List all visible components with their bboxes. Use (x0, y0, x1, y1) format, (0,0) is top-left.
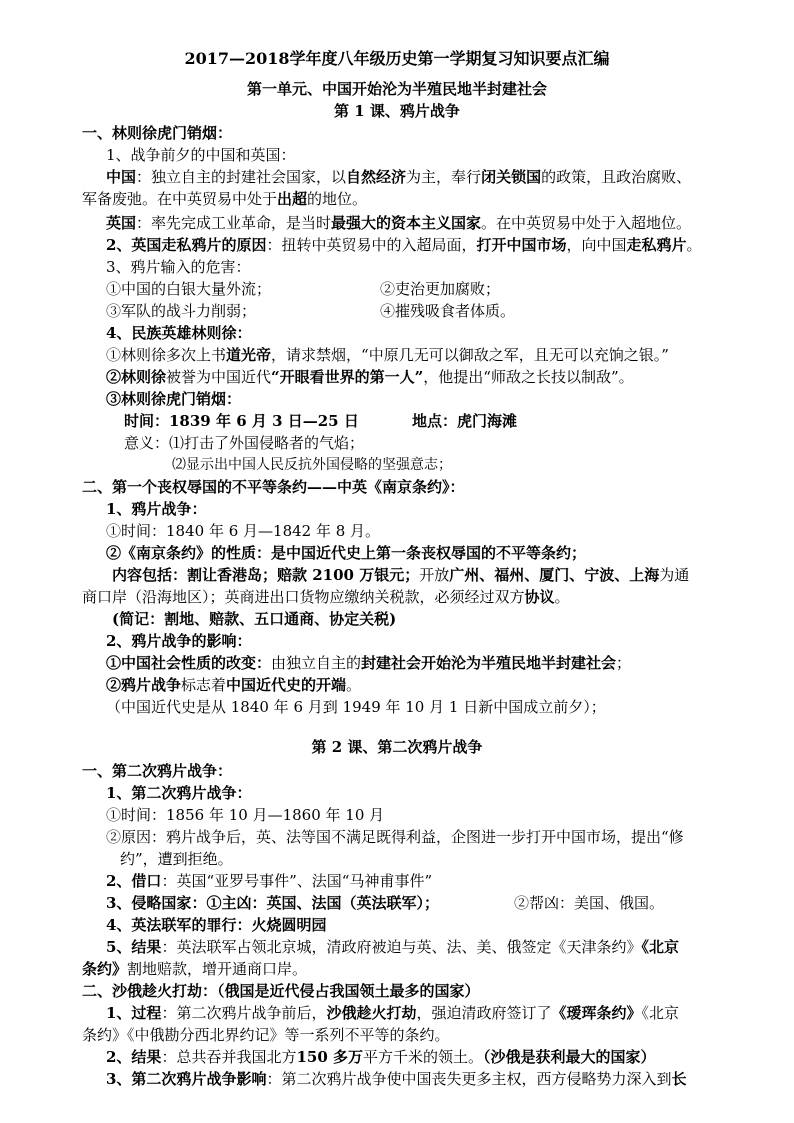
second-war-result-2 (0, 958, 794, 980)
unit-title: 第一单元、中国开始沦为半殖民地半封建社会 (246, 80, 547, 98)
keyword: 2、借口 (106, 872, 162, 890)
keyword: 条约》 (82, 960, 128, 978)
lesson1-heading-2: 二、第一个丧权辱国的不平等条约——中英《南京条约》： (82, 478, 465, 496)
text: ：独立自主的封建社会国家，以 (136, 168, 347, 186)
text: ②帮凶 (514, 894, 560, 912)
second-war-impact (0, 1068, 794, 1090)
keyword: 最强大的资本主义国家 (331, 214, 482, 232)
second-war-time: ①时间：1856 年 10 月—1860 年 10 月 (106, 806, 385, 824)
lesson2-heading-2: 二、沙俄趁火打劫：（俄国是近代侵占我国领土最多的国家） (82, 982, 480, 1000)
invaders-row (0, 892, 794, 914)
treaty-nature: ②《南京条约》的性质：是中国近代史上第一条丧权辱国的不平等条约； (106, 544, 587, 562)
war-point-2: 2、鸦片战争的影响： (106, 632, 252, 650)
text: ：英国“亚罗号事件”、法国“马神甫事件” (161, 872, 433, 890)
lesson2-heading-1: 一、第二次鸦片战争： (82, 762, 233, 780)
lesson1-point-3: 3、鸦片输入的危害： (106, 258, 251, 276)
text: ； (616, 654, 632, 672)
keyword: （沙俄是获利最大的国家） (483, 1048, 656, 1066)
harm-item: ④摧残吸食者体质。 (380, 302, 516, 320)
russia-process-2: 条约》《中俄勘分西北界约记》等一系列不平等的条约。 (82, 1026, 450, 1044)
keyword: 走私鸦片 (626, 236, 687, 254)
lesson1-heading-1: 一、林则徐虎门销烟： (82, 124, 233, 142)
keyword: 《北京 (641, 938, 679, 956)
second-war-result (0, 936, 794, 958)
keyword: 打开中国市场 (476, 236, 567, 254)
keyword: 中国近代史的开端 (226, 676, 347, 694)
uk-label: 英国 (106, 214, 137, 232)
meaning-1: 意义：⑴打击了外国侵略者的气焰； (124, 434, 365, 452)
lesson1-point-2 (0, 234, 794, 256)
keyword: ②林则徐 (106, 368, 167, 386)
effect-2 (0, 674, 794, 696)
text: 的地位。 (307, 190, 368, 208)
lesson1-point-1: 1、战争前夕的中国和英国： (106, 146, 296, 164)
text: 。在中英贸易中处于入超地位。 (481, 214, 692, 232)
effect-1 (0, 652, 794, 674)
text: 为通 (659, 566, 690, 584)
keyword: 道光帝 (226, 346, 272, 364)
text: 开放 (419, 566, 450, 584)
keyword: 闭关锁国 (481, 168, 542, 186)
text: ：率先完成工业革命，是当时 (136, 214, 332, 232)
keyword: 150 多万 (296, 1048, 363, 1066)
lin-line-3: ③林则徐虎门销烟： (106, 390, 242, 408)
second-war-point-1: 1、第二次鸦片战争： (106, 784, 252, 802)
keyword: 2、英国走私鸦片的原因 (106, 236, 267, 254)
keyword: “开眼看世界的第一人” (271, 368, 424, 386)
keyword: 2、结果 (106, 1048, 162, 1066)
keyword: 广州、福州、厦门、宁波、上海 (449, 566, 660, 584)
text: 。 (554, 588, 570, 606)
keyword: 5、结果 (106, 938, 162, 956)
second-war-pretext (0, 870, 794, 892)
text: 为主，奉行 (406, 168, 482, 186)
text: 军备废弛。在中英贸易中处于 (82, 190, 278, 208)
keyword: 协议 (524, 588, 555, 606)
text: 标志着 (181, 676, 227, 694)
harm-row-2 (0, 300, 794, 322)
time-place-row (0, 410, 794, 432)
keyword: 封建社会开始沦为半殖民地半封建社会 (361, 654, 617, 672)
event-place: 地点：虎门海滩 (412, 412, 518, 430)
keyword: 长 (671, 1070, 687, 1088)
text: ，强迫清政府签订了 (416, 1004, 552, 1022)
text: ，请求禁烟，“中原几无可以御敌之军，且无可以充饷之银。” (271, 346, 669, 364)
keyword: ①中国社会性质的改变： (106, 654, 272, 672)
document-title: 2017—2018学年度八年级历史第一学期复习知识要点汇编 (184, 49, 610, 68)
keyword: 内容包括：割让香港岛；赔款 2100 万银元； (112, 566, 420, 584)
harm-item: ②吏治更加腐败； (380, 280, 501, 298)
text: 割地赔款，增开通商口岸。 (127, 960, 308, 978)
text: ，向中国 (566, 236, 627, 254)
war-time: ①时间：1840 年 6 月—1842 年 8 月。 (106, 522, 381, 540)
keyword: 出超 (277, 190, 308, 208)
war-point-1: 1、鸦片战争： (106, 500, 207, 518)
lin-line-1 (0, 344, 794, 366)
text: ：第二次鸦片战争使中国丧失更多主权，西方侵略势力深入到 (266, 1070, 672, 1088)
keyword: ②鸦片战争 (106, 676, 182, 694)
uk-line (0, 212, 794, 234)
china-line (0, 166, 794, 188)
keyword: 自然经济 (346, 168, 407, 186)
text: 的政策，且政治腐败、 (541, 168, 692, 186)
text: 被誉为中国近代 (166, 368, 272, 386)
china-line-2 (0, 188, 794, 210)
text: 商口岸（沿海地区）；英商进出口货物应缴纳关税款，必须经过双方 (82, 588, 525, 606)
text: ：扭转中英贸易中的入超局面， (266, 236, 477, 254)
text: ：第二次鸦片战争前后， (161, 1004, 327, 1022)
lesson2-title: 第 2 课、第二次鸦片战争 (311, 738, 483, 756)
second-war-reason-2: 约”，遭到拒绝。 (120, 850, 233, 868)
text: 平方千米的领土。 (363, 1048, 484, 1066)
treaty-content-2 (0, 586, 794, 608)
russia-process (0, 1002, 794, 1024)
text: ①林则徐多次上书 (106, 346, 227, 364)
text: ：美国、俄国。 (559, 894, 665, 912)
lin-line-2 (0, 366, 794, 388)
second-war-reason: ②原因：鸦片战争后，英、法等国不满足既得利益，企图进一步打开中国市场，提出“修 (106, 828, 684, 846)
keyword: 3、第二次鸦片战争影响 (106, 1070, 267, 1088)
keyword: 3、侵略国家：①主凶：英国、法国（英法联军）； (106, 894, 439, 912)
keyword: 沙俄趁火打劫 (326, 1004, 417, 1022)
treaty-content (0, 564, 794, 586)
lesson1-point-4: 4、民族英雄林则徐： (106, 324, 252, 342)
keyword: 《瑷珲条约》 (551, 1004, 642, 1022)
text: 《北京 (641, 1004, 680, 1022)
text: 。 (686, 236, 702, 254)
text: ，他提出“师敌之长技以制敌”。 (423, 368, 634, 386)
russia-result (0, 1046, 794, 1068)
text: ：总共吞并我国北方 (161, 1048, 297, 1066)
harm-item: ①中国的白银大量外流； (106, 280, 272, 298)
keyword: 1、过程 (106, 1004, 162, 1022)
crime-line: 4、英法联军的罪行：火烧圆明园 (106, 916, 327, 934)
china-label: 中国 (106, 168, 137, 186)
lesson1-title: 第 1 课、鸦片战争 (334, 102, 460, 120)
event-time: 时间：1839 年 6 月 3 日—25 日 (124, 412, 359, 430)
memo-line: (简记：割地、赔款、五口通商、协定关税) (112, 610, 397, 628)
modern-history-note: （中国近代史是从 1840 年 6 月到 1949 年 10 月 1 日新中国成立前夕）； (106, 698, 606, 716)
meaning-2: ⑵显示出中国人民反抗外国侵略的坚强意志； (172, 457, 452, 473)
harm-item: ③军队的战斗力削弱； (106, 302, 257, 320)
text: 由独立自主的 (271, 654, 362, 672)
harm-row-1 (0, 278, 794, 300)
text: 。 (346, 676, 362, 694)
text: ：英法联军占领北京城，清政府被迫与英、法、美、俄签定《天津条约》 (161, 938, 642, 956)
